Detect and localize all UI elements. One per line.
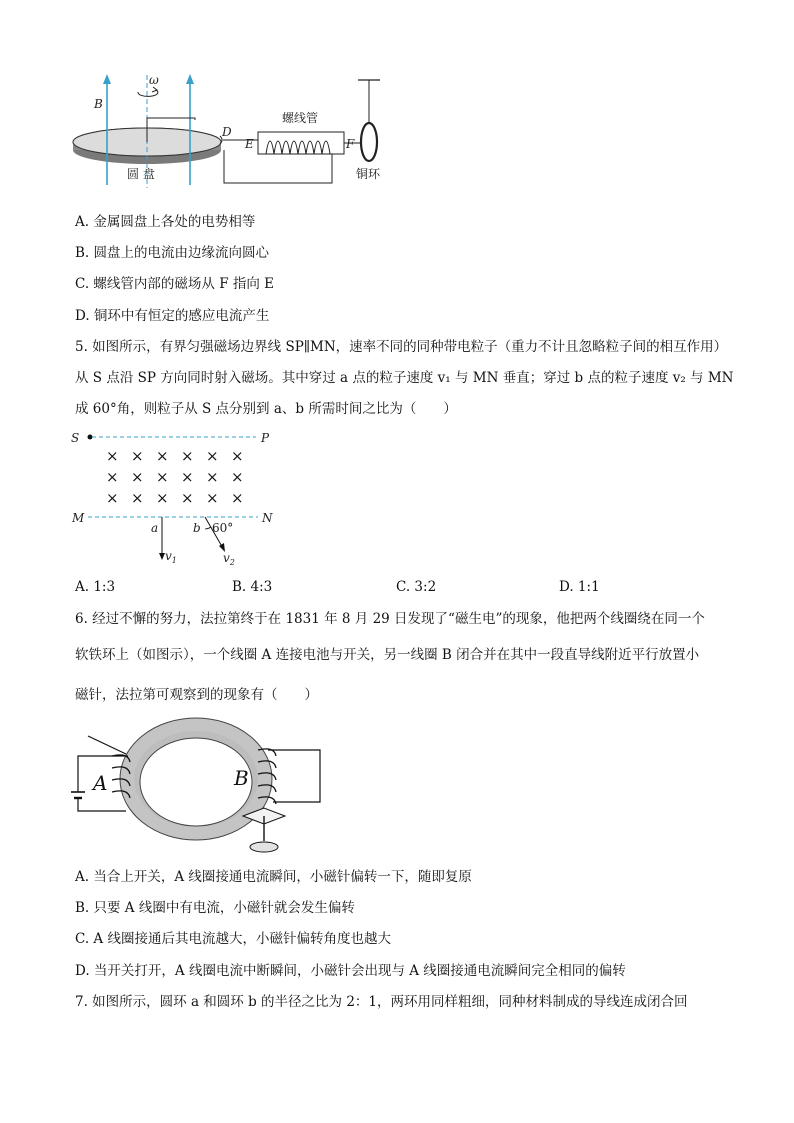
label-S: S <box>71 431 80 445</box>
field-cross: × <box>106 489 119 507</box>
figure-disk-solenoid <box>60 70 400 200</box>
q4-option-b: B. 圆盘上的电流由边缘流向圆心 <box>75 245 270 261</box>
field-cross: × <box>231 489 244 507</box>
label-b: b <box>193 521 201 535</box>
label-ring: 铜环 <box>356 167 381 181</box>
label-B: B <box>94 97 103 111</box>
label-N: N <box>262 511 273 525</box>
figure-iron-ring <box>68 716 328 861</box>
field-crosses <box>106 447 244 507</box>
field-cross: × <box>156 447 169 465</box>
field-cross: × <box>231 447 244 465</box>
field-cross: × <box>131 489 144 507</box>
field-cross: × <box>181 468 194 486</box>
point-S <box>88 435 93 440</box>
q6-option-c: C. A 线圈接通后其电流越大，小磁针偏转角度也越大 <box>75 931 391 947</box>
figure-magnetic-field <box>66 426 286 571</box>
field-cross: × <box>181 489 194 507</box>
label-solenoid: 螺线管 <box>282 111 319 125</box>
field-cross: × <box>206 468 219 486</box>
q4-option-d: D. 铜环中有恒定的感应电流产生 <box>75 308 270 324</box>
q7-stem-line1: 7. 如图所示，圆环 a 和圆环 b 的半径之比为 2：1，两环用同样粗细，同种材料制成的导线连成闭合回 <box>75 994 688 1010</box>
q6-option-d: D. 当开关打开，A 线圈电流中断瞬间，小磁针会出现与 A 线圈接通电流瞬间完全相同的偏转 <box>75 963 626 979</box>
field-cross: × <box>231 468 244 486</box>
copper-ring <box>361 123 377 161</box>
field-cross: × <box>106 447 119 465</box>
switch <box>88 736 126 754</box>
q5-option-a: A. 1:3 <box>75 579 116 595</box>
q6-stem-line2: 软铁环上（如图示），一个线圈 A 连接电池与开关，另一线圈 B 闭合并在其中一段直导线附近平行放置小 <box>75 647 700 663</box>
label-M: M <box>72 511 85 525</box>
label-omega: ω <box>149 73 159 87</box>
label-coil-B: B <box>234 766 249 790</box>
q5-option-b: B. 4:3 <box>232 579 273 595</box>
q6-stem-line1: 6. 经过不懈的努力，法拉第终于在 1831 年 8 月 29 日发现了“磁生电”的现象，他把两个线圈绕在同一个 <box>75 611 705 627</box>
label-a: a <box>151 521 159 535</box>
label-60deg: 60° <box>212 521 234 535</box>
q5-option-c: C. 3:2 <box>396 579 437 595</box>
q4-option-a: A. 金属圆盘上各处的电势相等 <box>75 214 256 230</box>
q4-option-c: C. 螺线管内部的磁场从 F 指向 E <box>75 276 275 292</box>
label-coil-A: A <box>93 771 108 795</box>
label-v1: $v_1$ <box>165 549 177 565</box>
label-E: E <box>245 137 254 151</box>
label-v2: $v_2$ <box>223 551 235 567</box>
q5-stem-line1: 5. 如图所示，有界匀强磁场边界线 SP∥MN，速率不同的同种带电粒子（重力不计且忽略粒子间的相互作用） <box>75 339 728 355</box>
field-cross: × <box>131 468 144 486</box>
field-cross: × <box>106 468 119 486</box>
solenoid <box>258 132 344 154</box>
field-cross: × <box>206 489 219 507</box>
field-cross: × <box>206 447 219 465</box>
q6-option-a: A. 当合上开关，A 线圈接通电流瞬间，小磁针偏转一下，随即复原 <box>75 869 472 885</box>
compass-base <box>250 842 278 852</box>
label-D: D <box>222 125 232 139</box>
label-P: P <box>261 431 270 445</box>
q5-stem-line3: 成 60°角，则粒子从 S 点分别到 a、b 所需时间之比为（ ） <box>75 401 457 417</box>
field-cross: × <box>181 447 194 465</box>
q6-option-b: B. 只要 A 线圈中有电流，小磁针就会发生偏转 <box>75 900 355 916</box>
field-cross: × <box>156 468 169 486</box>
q5-option-d: D. 1:1 <box>559 579 600 595</box>
q5-stem-line2: 从 S 点沿 SP 方向同时射入磁场。其中穿过 a 点的粒子速度 v₁ 与 MN 垂直；穿过 b 点的粒子速度 v₂ 与 MN <box>75 370 734 386</box>
q6-stem-line3: 磁针，法拉第可观察到的现象有（ ） <box>75 687 318 703</box>
label-disk: 圆 盘 <box>127 167 155 181</box>
field-cross: × <box>156 489 169 507</box>
field-cross: × <box>131 447 144 465</box>
label-F: F <box>346 137 355 151</box>
